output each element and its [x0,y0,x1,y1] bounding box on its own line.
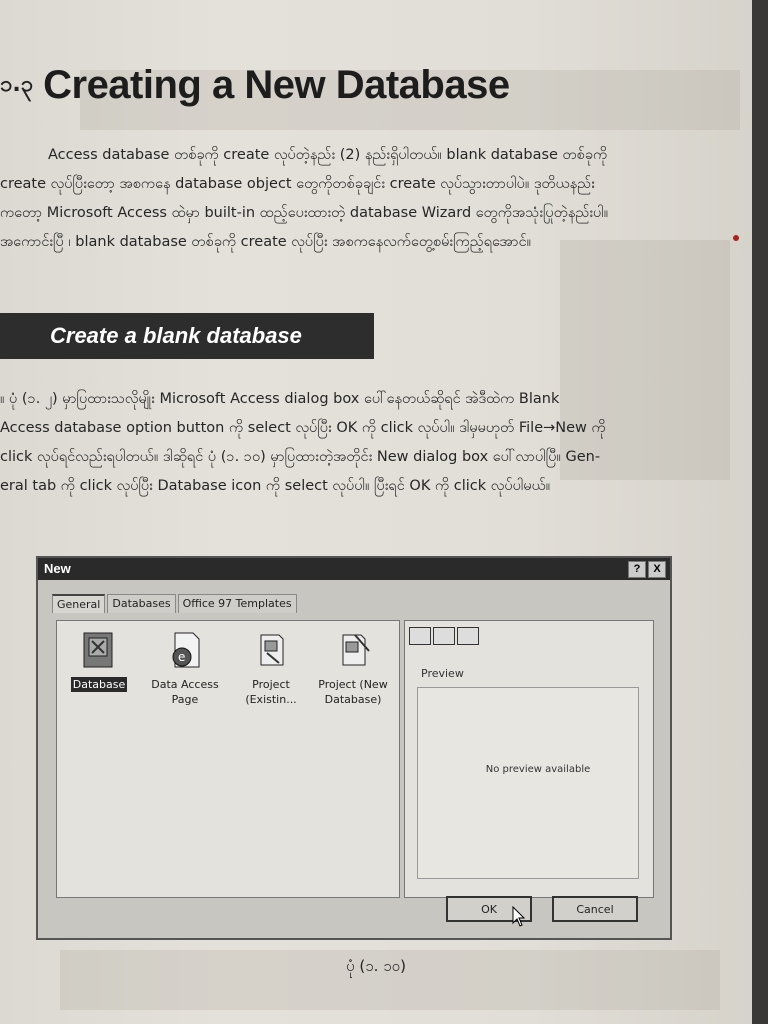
tab-databases[interactable]: Databases [107,594,175,613]
text-line: အကောင်းပြီ ၊ blank database တစ်ခုကို create လုပ်ပြီး အစကနေလက်တွေ့စမ်းကြည့်ရအောင်။ [0,234,532,250]
item-label: Project (New Database) [318,678,388,706]
item-data-access-page[interactable] [145,631,225,707]
section-number: ၁.၃ [0,72,34,97]
project-existing-icon [253,631,289,671]
data-access-page-icon [167,631,203,671]
text-line: ။ ပုံ (၁. ၂) မှာပြထားသလိုမျိုး Microsoft Access dialog box ပေါ်နေတယ်ဆိုရင် အဲဒီထဲက Blank [0,391,560,407]
item-label: Data Access Page [151,678,219,706]
tab-office-97-templates[interactable]: Office 97 Templates [178,594,297,613]
project-new-icon [335,631,371,671]
preview-box [417,687,639,879]
figure-caption: ပုံ (၁. ၁၀) [346,957,406,975]
large-icons-view-icon[interactable] [409,627,431,645]
no-preview-text: No preview available [485,764,591,775]
svg-text:e: e [178,650,186,664]
ok-button[interactable]: OK [446,896,532,922]
list-view-icon[interactable] [433,627,455,645]
tab-general[interactable]: General [52,594,105,613]
intro-paragraph [0,141,740,257]
item-project-new[interactable] [313,631,393,707]
mouse-cursor-icon [512,906,526,928]
dialog-tabs [52,594,299,613]
page-title: Creating a New Database [43,63,510,107]
item-database[interactable] [59,631,139,692]
text-line: Access database option button ကို select လုပ်ပြီး OK ကို click လုပ်ပါ။ ဒါမှမဟုတ် File→New ကို [0,420,606,436]
dialog-title: New [44,561,71,576]
section-heading [0,54,510,108]
text-line: eral tab ကို click လုပ်ပြီး Database icon ကို select လုပ်ပါ။ ပြီးရင် OK ကို click လုပ်ပါမယ်။ [0,478,551,494]
text-line: create လုပ်ပြီးတော့ အစကနေ database object တွေကိုတစ်ခုချင်း create လုပ်သွားတာပါပဲ။ ဒုတိယနည်း [0,176,595,192]
view-toggle [409,627,479,645]
item-label: Database [72,678,126,691]
margin-mark [733,235,739,241]
preview-pane [404,620,654,898]
binding-edge [752,0,768,1024]
item-label: Project (Existin... [245,678,297,706]
close-button[interactable]: X [648,561,666,578]
text-line: ကတော့ Microsoft Access ထဲမှာ built-in ထည့်ပေးထားတဲ့ database Wizard တွေကိုအသုံးပြုတဲ့နည်းပါ။ [0,205,609,221]
icon-list [56,620,400,898]
item-project-existing[interactable] [231,631,311,707]
cancel-button[interactable]: Cancel [552,896,638,922]
section-banner: Create a blank database [0,313,374,359]
preview-label: Preview [421,667,464,680]
new-dialog [36,556,672,940]
help-button[interactable]: ? [628,561,646,578]
text-line: Access database တစ်ခုကို create လုပ်တဲ့နည်း (2) နည်းရှိပါတယ်။ blank database တစ်ခုကို [48,147,608,163]
details-view-icon[interactable] [457,627,479,645]
dialog-title-bar [38,558,670,580]
text-line: click လုပ်ရင်လည်းရပါတယ်။ ဒါဆိုရင် ပုံ (၁. ၁၀) မှာပြထားတဲ့အတိုင်း New dialog box ပေါ်လာပါပြီ။ Gen- [0,449,601,465]
database-icon [81,631,117,671]
step-paragraph [0,385,740,501]
